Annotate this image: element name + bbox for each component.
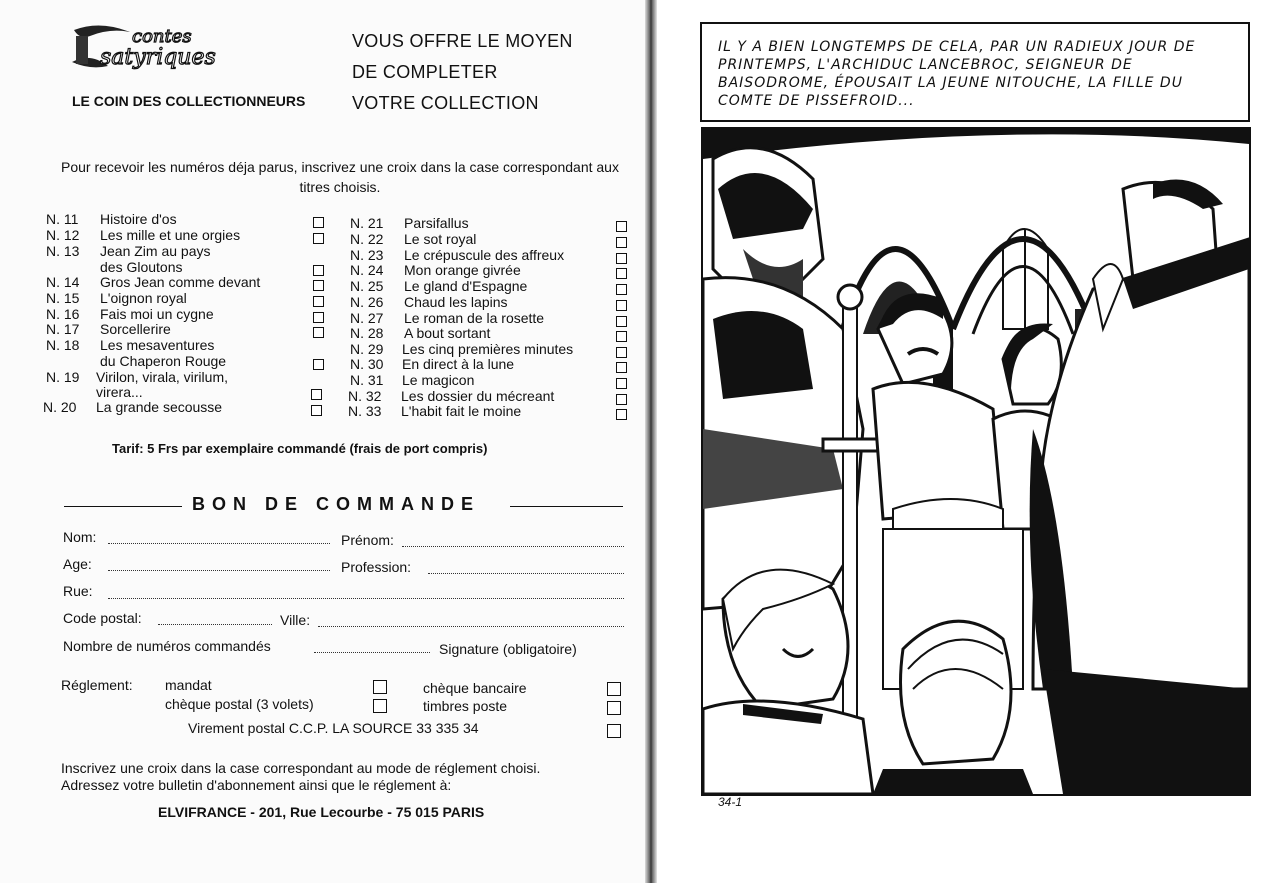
title-checkbox[interactable]	[616, 409, 627, 420]
virement-checkbox[interactable]	[607, 724, 621, 738]
title-checkbox[interactable]	[313, 280, 324, 291]
title-number: N. 12	[46, 227, 80, 243]
title-name: A bout sortant	[404, 325, 491, 341]
title-checkbox[interactable]	[616, 300, 627, 311]
title-number: N. 24	[350, 262, 384, 278]
title-name: Gros Jean comme devant	[100, 274, 261, 290]
title-number: N. 13	[46, 243, 80, 259]
cheque-postal-label: chèque postal (3 volets)	[165, 696, 314, 712]
collectors-corner-heading: LE COIN DES COLLECTIONNEURS	[72, 93, 306, 109]
mandat-label: mandat	[165, 677, 212, 693]
logo-line2: satyriques	[100, 45, 216, 70]
nom-label: Nom:	[63, 529, 97, 545]
narration-caption	[700, 22, 1250, 122]
title-checkbox[interactable]	[313, 265, 324, 276]
title-number: N. 20	[43, 399, 77, 415]
title-checkbox[interactable]	[616, 221, 627, 232]
wedding-scene-illustration	[703, 129, 1249, 794]
title-name: Mon orange givrée	[404, 262, 521, 278]
title-checkbox[interactable]	[616, 394, 627, 405]
title-number: N. 25	[350, 278, 384, 294]
nom-field[interactable]	[108, 543, 330, 544]
comic-panel-wedding	[701, 127, 1251, 796]
title-checkbox[interactable]	[313, 359, 324, 370]
title-number: N. 27	[350, 310, 384, 326]
nombre-field[interactable]	[314, 652, 430, 653]
book-gutter	[645, 0, 657, 883]
title-number: N. 32	[348, 388, 382, 404]
title-checkbox[interactable]	[313, 217, 324, 228]
title-number: N. 31	[350, 372, 384, 388]
title-number: N. 33	[348, 403, 382, 419]
title-checkbox[interactable]	[616, 331, 627, 342]
nombre-label: Nombre de numéros commandés	[63, 638, 271, 654]
title-number: N. 17	[46, 321, 80, 337]
title-checkbox[interactable]	[311, 405, 322, 416]
profession-field[interactable]	[428, 573, 624, 574]
title-checkbox[interactable]	[311, 389, 322, 400]
title-checkbox[interactable]	[313, 296, 324, 307]
title-name: Jean Zim au pays	[100, 243, 211, 259]
ville-field[interactable]	[318, 626, 624, 627]
cheque-bancaire-label: chèque bancaire	[423, 680, 527, 696]
instruction-line-1: Inscrivez une croix dans la case correspondant au mode de réglement choisi.	[61, 760, 541, 776]
title-checkbox[interactable]	[616, 237, 627, 248]
code-postal-label: Code postal:	[63, 610, 142, 626]
title-number: N. 22	[350, 231, 384, 247]
title-number: N. 30	[350, 356, 384, 372]
instruction-line-2: Adressez votre bulletin d'abonnement ainsi que le réglement à:	[61, 777, 452, 793]
title-name: Le sot royal	[404, 231, 477, 247]
mandat-checkbox[interactable]	[373, 680, 387, 694]
cheque-postal-checkbox[interactable]	[373, 699, 387, 713]
timbres-label: timbres poste	[423, 698, 508, 714]
cheque-bancaire-checkbox[interactable]	[607, 682, 621, 696]
profession-label: Profession:	[341, 559, 412, 575]
title-name: Le magicon	[402, 372, 475, 388]
code-postal-field[interactable]	[158, 624, 272, 625]
virement-label: Virement postal C.C.P. LA SOURCE 33 335 34	[188, 720, 479, 736]
signature-label: Signature (obligatoire)	[439, 641, 577, 657]
divider-left	[64, 506, 182, 507]
offer-line-3: VOTRE COLLECTION	[352, 93, 539, 113]
title-name: L'habit fait le moine	[401, 403, 522, 419]
ville-label: Ville:	[280, 612, 311, 628]
title-checkbox[interactable]	[616, 253, 627, 264]
reglement-label: Réglement:	[61, 677, 133, 693]
title-checkbox[interactable]	[616, 268, 627, 279]
rue-field[interactable]	[108, 598, 624, 599]
prenom-field[interactable]	[402, 546, 624, 547]
price-note: Tarif: 5 Frs par exemplaire commandé (frais de port compris)	[112, 441, 488, 456]
title-name: Sorcellerire	[100, 321, 171, 337]
title-name: Les mesaventures	[100, 337, 215, 353]
title-number: N. 19	[46, 369, 80, 385]
title-number: N. 16	[46, 306, 80, 322]
title-checkbox[interactable]	[616, 347, 627, 358]
title-name: Virilon, virala, virilum,	[96, 369, 228, 385]
titles-right-column	[330, 0, 630, 425]
title-name-continued: virera...	[96, 384, 143, 400]
title-number: N. 23	[350, 247, 384, 263]
title-checkbox[interactable]	[313, 327, 324, 338]
title-name: Histoire d'os	[100, 211, 177, 227]
caption-text: IL Y A BIEN LONGTEMPS DE CELA, PAR UN RADIEUX JOUR DE PRINTEMPS, L'ARCHIDUC LANCEBROC, SEIGNEUR DE BAISODROME, ÉPOUSAIT LA JEUNE NITOUCHE, LA FILLE DU COMTE DE PISSEFROID...	[718, 39, 1196, 109]
logo-line1: contes	[132, 26, 192, 47]
title-checkbox[interactable]	[616, 284, 627, 295]
title-name-continued: du Chaperon Rouge	[100, 353, 227, 369]
age-field[interactable]	[108, 570, 330, 571]
timbres-checkbox[interactable]	[607, 701, 621, 715]
titles-left-column	[0, 0, 330, 420]
age-label: Age:	[63, 556, 92, 572]
rue-label: Rue:	[63, 583, 93, 599]
title-checkbox[interactable]	[313, 312, 324, 323]
title-name: Le crépuscule des affreux	[404, 247, 565, 263]
intro-text: Pour recevoir les numéros déja parus, inscrivez une croix dans la case correspondant aux titres choisis.	[61, 159, 619, 195]
title-checkbox[interactable]	[616, 362, 627, 373]
title-number: N. 28	[350, 325, 384, 341]
publisher-address: ELVIFRANCE - 201, Rue Lecourbe - 75 015 PARIS	[158, 804, 485, 820]
title-name: La grande secousse	[96, 399, 223, 415]
title-number: N. 21	[350, 215, 384, 231]
offer-line-1: VOUS OFFRE LE MOYEN	[352, 31, 573, 51]
title-name: Chaud les lapins	[404, 294, 508, 310]
title-name: Les dossier du mécreant	[401, 388, 555, 404]
title-number: N. 18	[46, 337, 80, 353]
title-name: Parsifallus	[404, 215, 469, 231]
title-checkbox[interactable]	[616, 378, 627, 389]
title-number: N. 14	[46, 274, 80, 290]
page-number: 34-1	[718, 795, 743, 809]
title-name: L'oignon royal	[100, 290, 187, 306]
title-checkbox[interactable]	[313, 233, 324, 244]
title-name-continued: des Gloutons	[100, 259, 183, 275]
title-name: Le gland d'Espagne	[404, 278, 528, 294]
title-name: Les cinq premières minutes	[402, 341, 574, 357]
prenom-label: Prénom:	[341, 532, 394, 548]
offer-line-2: DE COMPLETER	[352, 62, 498, 82]
order-form-heading: BON DE COMMANDE	[192, 494, 480, 514]
title-number: N. 15	[46, 290, 80, 306]
title-name: Le roman de la rosette	[404, 310, 545, 326]
title-name: En direct à la lune	[402, 356, 515, 372]
title-name: Fais moi un cygne	[100, 306, 214, 322]
title-name: Les mille et une orgies	[100, 227, 241, 243]
title-number: N. 29	[350, 341, 384, 357]
divider-right	[510, 506, 623, 507]
title-number: N. 11	[46, 211, 79, 227]
title-number: N. 26	[350, 294, 384, 310]
title-checkbox[interactable]	[616, 316, 627, 327]
